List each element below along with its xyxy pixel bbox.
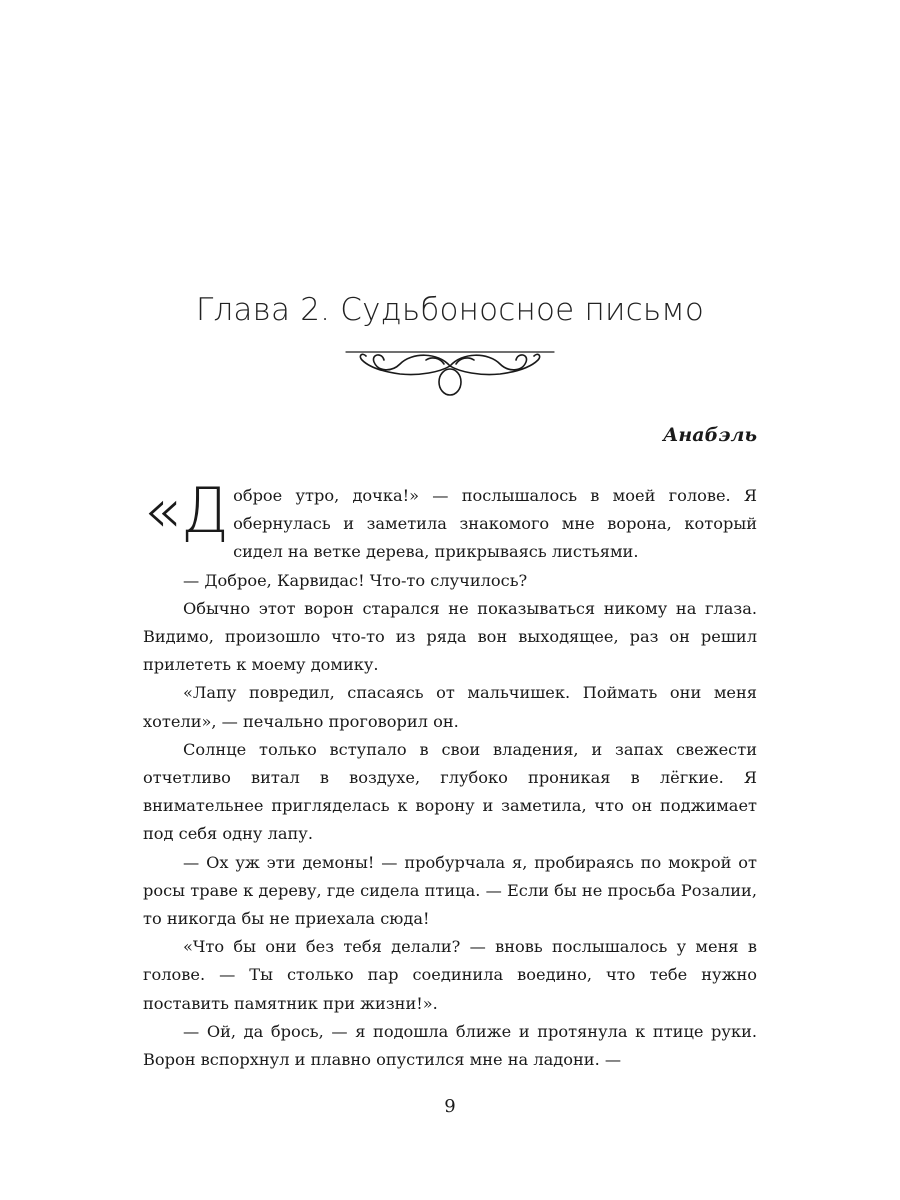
paragraph: — Ох уж эти демоны! — пробурчала я, пробираясь по мокрой от росы траве к дереву, где сидела птица. — Если бы не просьба Розалии, то никогда бы не приехала сюда! (143, 852, 757, 929)
chapter-author: Анабэль (662, 424, 757, 446)
drop-cap: «Д (143, 474, 230, 547)
paragraph: «Лапу повредил, спасаясь от мальчишек. Поймать они меня хотели», — печально проговорил он. (143, 683, 757, 731)
page-number: 9 (444, 1096, 456, 1117)
chapter-ornament (340, 342, 560, 402)
paragraph: — Ой, да брось, — я подошла ближе и протянула к птице руки. Ворон вспорхнул и плавно опустился мне на ладони. — (143, 1021, 757, 1070)
paragraph: Обычно этот ворон старался не показываться никому на глаза. Видимо, произошло что-то из ряда вон выходящее, раз он решил прилететь к моему домику. (143, 598, 757, 675)
paragraph-text: оброе утро, дочка!» — послышалось в моей голове. Я обернулась и заметила знакомого мне ворона, который сидел на ветке дерева, прикрываясь листьями. (233, 486, 757, 562)
paragraph: Солнце только вступало в свои владения, и запах свежести отчетливо витал в воздухе, глубоко проникая в лёгкие. Я внимательнее пригляделась к ворону и заметила, что он поджимает под себя одну лапу. (143, 739, 757, 844)
paragraph: — Доброе, Карвидас! Что-то случилось? (183, 570, 528, 590)
chapter-title: Глава 2. Судьбоносное письмо (195, 292, 705, 328)
paragraph: «Что бы они без тебя делали? — вновь послышалось у меня в голове. — Ты столько пар соединила воедино, что тебе нужно поставить памятник при жизни!». (143, 937, 757, 1013)
paragraph (143, 474, 757, 567)
chapter-body (143, 474, 757, 1074)
